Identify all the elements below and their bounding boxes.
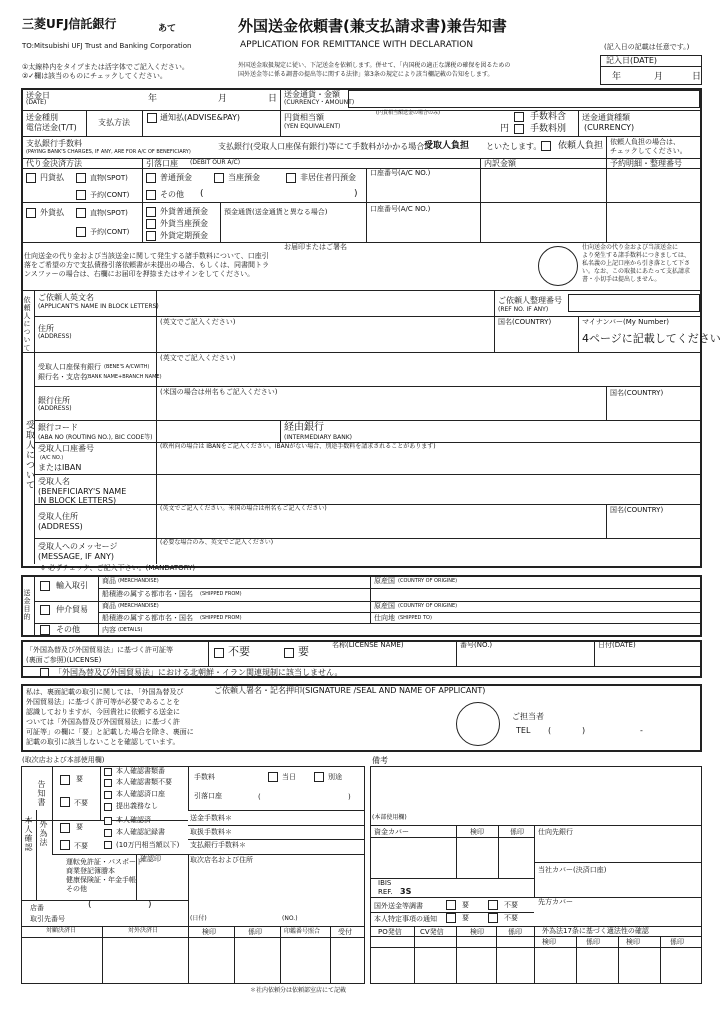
instruction-1: ①太線枠内をタイプまたは活字体でご記入ください。: [22, 63, 189, 71]
no-obligation-checkbox[interactable]: [104, 803, 112, 811]
fx-fixed-checkbox[interactable]: [146, 231, 156, 241]
fx-law-noneed-checkbox[interactable]: [60, 840, 70, 850]
confirmed-checkbox[interactable]: [104, 817, 112, 825]
applicant-burden-checkbox[interactable]: [541, 141, 551, 151]
fee-separate-checkbox[interactable]: [514, 124, 524, 134]
applicant-ref-input[interactable]: [568, 294, 700, 312]
beneficiary-side-label: 受取人について: [24, 420, 34, 490]
id-notice-need-checkbox[interactable]: [446, 913, 456, 923]
fx-normal-checkbox[interactable]: [146, 207, 156, 217]
confirmed-account-checkbox[interactable]: [104, 791, 112, 799]
notice-need-checkbox[interactable]: [60, 775, 70, 785]
current-deposit-checkbox[interactable]: [214, 173, 224, 183]
bank-name-en: TO:Mitsubishi UFJ Trust and Banking Corporation: [22, 42, 192, 50]
purpose-side-label: 送金目的: [23, 589, 31, 621]
fee-included-checkbox[interactable]: [514, 112, 524, 122]
hq-use-frame: [370, 766, 702, 984]
intermediary-checkbox[interactable]: [40, 605, 50, 615]
id-notice-noneed-checkbox[interactable]: [488, 913, 498, 923]
addressee-suffix: あて: [158, 24, 177, 34]
currency-amount-input[interactable]: [348, 90, 700, 108]
intl-report-noneed-checkbox[interactable]: [488, 900, 498, 910]
notice-noneed-checkbox[interactable]: [60, 797, 70, 807]
bank-use-title: (取次店および本部使用欄): [22, 756, 105, 764]
import-checkbox[interactable]: [40, 581, 50, 591]
other-purpose-checkbox[interactable]: [40, 625, 50, 635]
fx-current-checkbox[interactable]: [146, 219, 156, 229]
fx-spot-checkbox[interactable]: [76, 208, 86, 218]
yen-cont-checkbox[interactable]: [76, 190, 86, 200]
under-100k-checkbox[interactable]: [104, 841, 112, 849]
bank-name: 三菱UFJ信託銀行: [22, 17, 117, 31]
footer-note: ＊社内依頼分は依頼部室店にて記載: [250, 987, 347, 994]
yen-spot-checkbox[interactable]: [76, 173, 86, 183]
date-note: (記入日の記載は任意です。): [604, 43, 690, 51]
intl-report-need-checkbox[interactable]: [446, 900, 456, 910]
nonresident-deposit-checkbox[interactable]: [286, 173, 296, 183]
license-unnecessary-checkbox[interactable]: [214, 648, 224, 658]
other-deposit-checkbox[interactable]: [146, 190, 156, 200]
instruction-2: ②✓欄は該当のものにチェックしてください。: [22, 72, 167, 80]
normal-deposit-checkbox[interactable]: [146, 173, 156, 183]
doc-kind-checkbox[interactable]: [104, 768, 112, 776]
fx-cont-checkbox[interactable]: [76, 227, 86, 237]
legal-text-2: 国外送金等に係る調書の提出等に関する法律」第3条の規定により該当欄記載の告知をします。: [238, 71, 494, 78]
arrow-down-icon: ⇩: [40, 564, 49, 572]
fee-same-day-checkbox[interactable]: [268, 772, 278, 782]
applicant-seal-circle[interactable]: [456, 702, 500, 746]
fee-separate-bank-checkbox[interactable]: [314, 772, 324, 782]
confirm-record-checkbox[interactable]: [104, 829, 112, 837]
seal-circle[interactable]: [538, 246, 578, 286]
mandatory-note: ⇩ 必ずチェック、ご記入下さい。(MANDATORY): [40, 564, 196, 572]
mynumber-page-note: 4ページに記載してください: [582, 332, 721, 345]
fx-pay-checkbox[interactable]: [26, 208, 36, 218]
fx-law-need-checkbox[interactable]: [60, 823, 70, 833]
sanction-checkbox[interactable]: [40, 668, 49, 677]
advise-pay-checkbox[interactable]: [147, 113, 157, 123]
legal-text-1: 外国送金取扱規定に従い、下記送金を依頼します。併せて、「内国税の適正な課税の確保を図るための: [238, 62, 511, 69]
license-necessary-checkbox[interactable]: [284, 648, 294, 658]
applicant-side-label: 依頼人について: [23, 296, 31, 352]
doc-unneeded-checkbox[interactable]: [104, 779, 112, 787]
form-title-en: APPLICATION FOR REMITTANCE WITH DECLARATION: [240, 40, 474, 50]
yen-pay-checkbox[interactable]: [26, 173, 36, 183]
form-title: 外国送金依頼書(兼支払請求書)兼告知書: [238, 17, 507, 35]
entry-date-label: 記入日(DATE): [606, 56, 658, 65]
